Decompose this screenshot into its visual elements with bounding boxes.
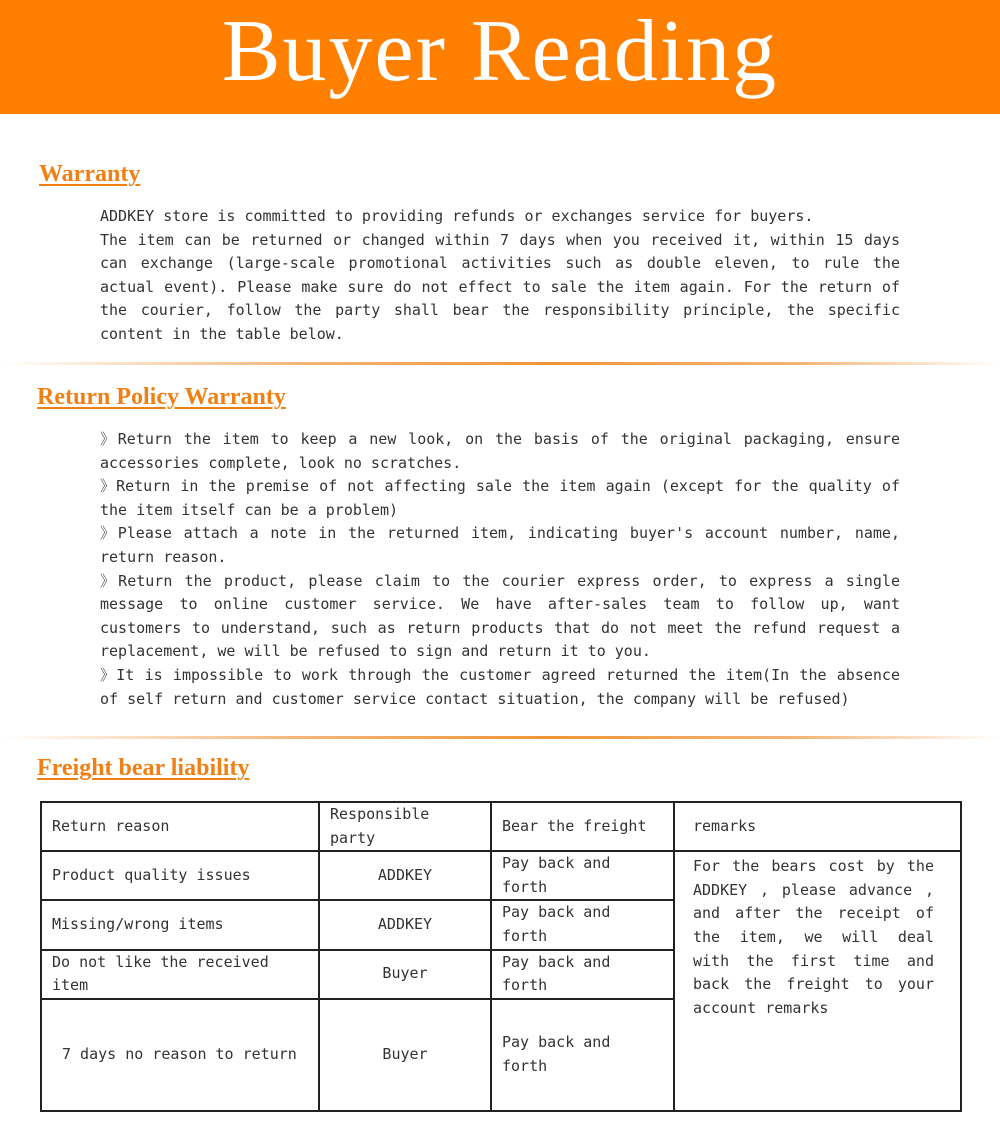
freight-cell: Pay back and forth (491, 851, 674, 900)
table-row (41, 851, 961, 900)
party-cell: Buyer (319, 999, 491, 1111)
warranty-heading: Warranty (39, 161, 141, 187)
header-cell: Bear the freight (491, 802, 674, 851)
reason-cell: Missing/wrong items (41, 900, 319, 949)
freight-heading: Freight bear liability (37, 755, 250, 781)
freight-cell: Pay back and forth (491, 950, 674, 999)
policy-item: 》It is impossible to work through the customer agreed returned the item(In the absence of self return and customer service contact situation, the company will be refused) (100, 665, 900, 708)
header-cell: Responsible party (319, 802, 491, 851)
freight-table (40, 801, 962, 1112)
return-policy-heading: Return Policy Warranty (37, 384, 286, 410)
policy-item: 》Return the product, please claim to the courier express order, to express a single message to online customer service. We have after-sales team to follow up, want customers to understand, such as return products that do not meet the refund request a replacement, we will be refused to sign and return it to you. (100, 571, 900, 661)
section-divider (0, 362, 1000, 365)
header-cell: Return reason (41, 802, 319, 851)
policy-item: 》Please attach a note in the returned item, indicating buyer's account number, name, return reason. (100, 524, 900, 566)
party-cell: Buyer (319, 950, 491, 999)
reason-cell: Product quality issues (41, 851, 319, 900)
policy-item: 》Return in the premise of not affecting sale the item again (except for the quality of the item itself can be a problem) (100, 477, 900, 519)
party-cell: ADDKEY (319, 900, 491, 949)
return-policy-list (100, 428, 900, 711)
remarks-cell: For the bears cost by the ADDKEY , please advance , and after the receipt of the item, we will deal with the first time and back the freight to your account remarks (674, 851, 961, 1111)
warranty-paragraph: The item can be returned or changed within 7 days when you received it, within 15 days can exchange (large-scale promotional activities such as double eleven, to rule the actual event). Please make sure do not effect to sale the item again. For the return of the courier, follow the party shall bear the responsibility principle, the specific content in the table below. (100, 230, 900, 343)
warranty-paragraph: ADDKEY store is committed to providing refunds or exchanges service for buyers. (100, 207, 814, 225)
freight-cell: Pay back and forth (491, 900, 674, 949)
warranty-text (100, 205, 900, 347)
header-cell: remarks (674, 802, 961, 851)
freight-cell: Pay back and forth (491, 999, 674, 1111)
reason-cell: Do not like the received item (41, 950, 319, 999)
section-divider (0, 736, 1000, 739)
reason-cell: 7 days no reason to return (41, 999, 319, 1111)
policy-item: 》Return the item to keep a new look, on the basis of the original packaging, ensure accessories complete, look no scratches. (100, 430, 900, 472)
table-header-row (41, 802, 961, 851)
party-cell: ADDKEY (319, 851, 491, 900)
header-banner (0, 0, 1000, 114)
page-title: Buyer Reading (221, 2, 779, 100)
